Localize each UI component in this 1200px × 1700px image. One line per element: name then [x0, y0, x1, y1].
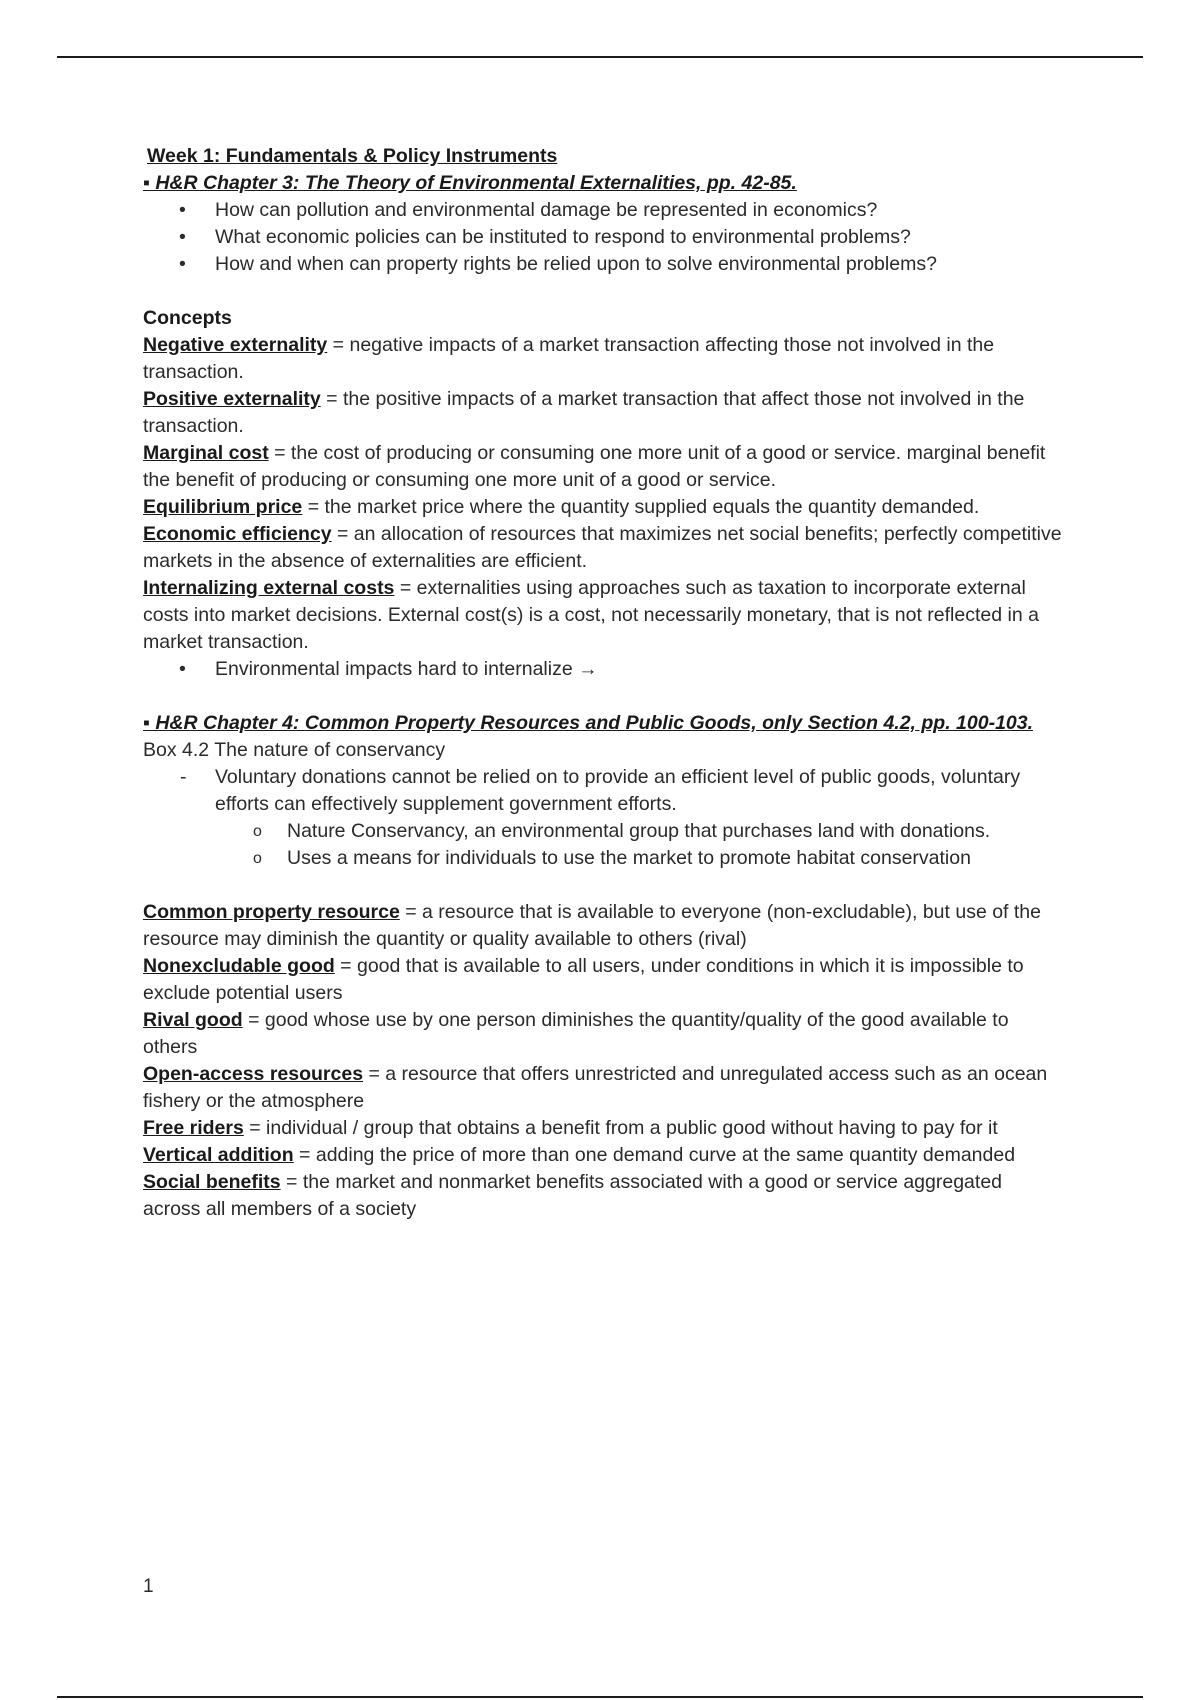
circle-item [143, 845, 1063, 872]
spacer [143, 872, 1063, 899]
bottom-rule [57, 1696, 1143, 1698]
circle-bullet-icon: o [253, 850, 262, 867]
concept-definition: = the market price where the quantity supplied equals the quantity demanded. [302, 496, 980, 518]
question-item [143, 251, 1063, 278]
definition-item [143, 1169, 1063, 1223]
box-title: Box 4.2 The nature of conservancy [143, 739, 446, 761]
definition-text: = the market and nonmarket benefits associated with a good or service aggregated across all members of a society [143, 1171, 1003, 1220]
circle-item [143, 818, 1063, 845]
question-item [143, 224, 1063, 251]
question-text: How and when can property rights be relied upon to solve environmental problems? [215, 253, 937, 275]
concept-definition: = the positive impacts of a market transaction that affect those not involved in the transaction. [143, 388, 1025, 437]
concept-term: Marginal cost [143, 442, 269, 464]
week-title: Week 1: Fundamentals & Policy Instruments [147, 145, 558, 167]
chapter4-heading: ▪ H&R Chapter 4: Common Property Resources and Public Goods, only Section 4.2, pp. 100-103. [143, 712, 1034, 734]
concept-term: Economic efficiency [143, 523, 332, 545]
concept-definition: = an allocation of resources that maximizes net social benefits; perfectly competitive markets in the absence of externalities are efficient. [143, 523, 1062, 572]
concepts-heading: Concepts [143, 307, 232, 329]
concept-definition: = the cost of producing or consuming one more unit of a good or service. marginal benefit the benefit of producing or consuming one more unit of a good or service. [143, 442, 1046, 491]
circle-text: Nature Conservancy, an environmental group that purchases land with donations. [287, 820, 991, 842]
page-number: 1 [143, 1576, 154, 1597]
definition-item [143, 953, 1063, 1007]
definition-item [143, 1061, 1063, 1115]
definition-term: Nonexcludable good [143, 955, 335, 977]
question-text: What economic policies can be instituted to respond to environmental problems? [215, 226, 911, 248]
dash-icon: - [180, 766, 187, 788]
concept-item [143, 440, 1063, 494]
top-rule [57, 56, 1143, 58]
definition-term: Common property resource [143, 901, 400, 923]
spacer [143, 278, 1063, 305]
definition-term: Rival good [143, 1009, 243, 1031]
bullet-icon: • [179, 658, 186, 680]
sub-bullet-text: Environmental impacts hard to internalize → [215, 658, 598, 680]
chapter3-questions [143, 197, 1063, 278]
dash-text: Voluntary donations cannot be relied on to provide an efficient level of public goods, voluntary efforts can effectively supplement government efforts. [215, 766, 1021, 815]
definition-text: = good whose use by one person diminishes the quantity/quality of the good available to others [143, 1009, 1009, 1058]
definition-item [143, 1007, 1063, 1061]
bullet-icon: • [179, 199, 186, 221]
concept-item [143, 386, 1063, 440]
sub-bullet-item [143, 656, 1063, 683]
document-body [143, 143, 1063, 1223]
box-circle-list [143, 818, 1063, 872]
definition-text: = individual / group that obtains a benefit from a public good without having to pay for it [243, 1117, 998, 1139]
concept-item [143, 494, 1063, 521]
definition-text: = good that is available to all users, under conditions in which it is impossible to exclude potential users [143, 955, 1024, 1004]
concept-definition: = externalities using approaches such as taxation to incorporate external costs into market decisions. External cost(s) is a cost, not necessarily monetary, that is not reflected in a market transaction. [143, 577, 1039, 653]
concept-item [143, 575, 1063, 656]
definition-term: Open-access resources [143, 1063, 364, 1085]
bullet-icon: • [179, 226, 186, 248]
definition-text: = adding the price of more than one demand curve at the same quantity demanded [293, 1144, 1016, 1166]
definition-text: = a resource that offers unrestricted and unregulated access such as an ocean fishery or the atmosphere [143, 1063, 1048, 1112]
question-item [143, 197, 1063, 224]
circle-bullet-icon: o [253, 823, 262, 840]
spacer [143, 683, 1063, 710]
definition-text: = a resource that is available to everyone (non-excludable), but use of the resource may diminish the quantity or quality available to others (rival) [143, 901, 1041, 950]
circle-text: Uses a means for individuals to use the market to promote habitat conservation [287, 847, 971, 869]
definition-item [143, 899, 1063, 953]
question-text: How can pollution and environmental damage be represented in economics? [215, 199, 878, 221]
dash-item [143, 764, 1063, 818]
concept-term: Positive externality [143, 388, 321, 410]
definition-item [143, 1115, 1063, 1142]
definition-term: Social benefits [143, 1171, 281, 1193]
concept-item [143, 521, 1063, 575]
definition-item [143, 1142, 1063, 1169]
bullet-icon: • [179, 253, 186, 275]
definition-term: Vertical addition [143, 1144, 294, 1166]
definition-term: Free riders [143, 1117, 244, 1139]
concept-definition: = negative impacts of a market transaction affecting those not involved in the transaction. [143, 334, 995, 383]
concept-sub-bullets [143, 656, 1063, 683]
box-dash-list [143, 764, 1063, 818]
chapter3-heading: ▪ H&R Chapter 3: The Theory of Environmental Externalities, pp. 42-85. [143, 172, 797, 194]
concept-term: Equilibrium price [143, 496, 303, 518]
concept-term: Negative externality [143, 334, 328, 356]
concept-item [143, 332, 1063, 386]
concept-term: Internalizing external costs [143, 577, 395, 599]
week-heading-line [143, 143, 1063, 170]
